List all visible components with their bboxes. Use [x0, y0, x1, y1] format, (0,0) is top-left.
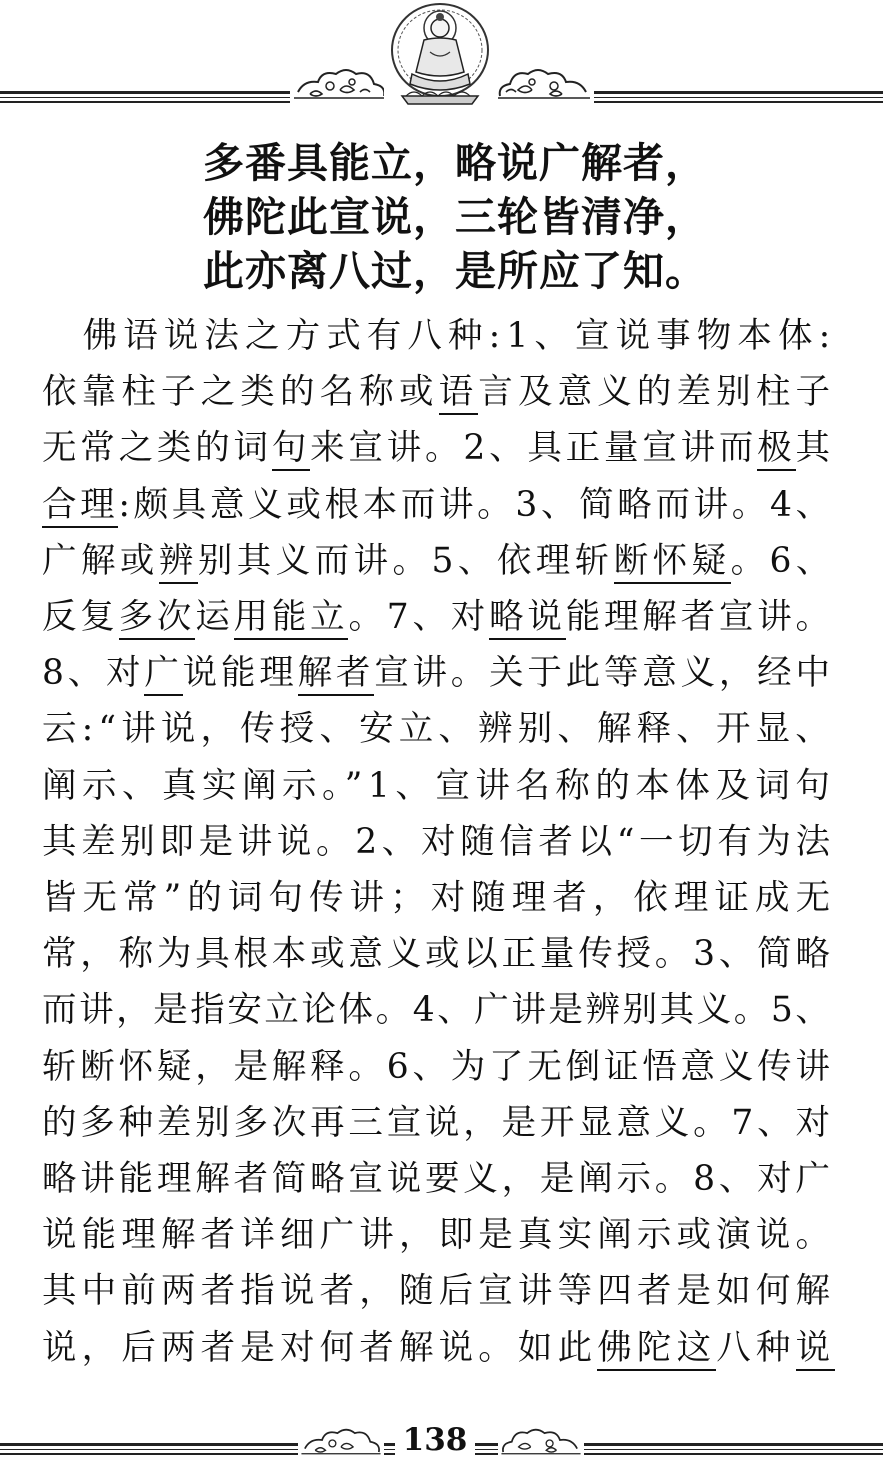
underlined-text: 说 [796, 1328, 836, 1371]
body-text-segment: 说能理 [182, 653, 298, 694]
underlined-text: 略说 [489, 597, 566, 640]
body-text-segment: 云:“讲说，传授、安立、辨别、解释、开显、 [42, 709, 835, 750]
body-line [42, 589, 834, 645]
body-line [42, 1320, 835, 1376]
body-text-segment: 言及意义的差别柱子 [478, 372, 836, 413]
body-text-segment: 阐示、真实阐示。”1、宣讲名称的本体及词句 [42, 765, 836, 806]
verse-line: 此亦离八过，是所应了知。 [203, 247, 707, 295]
right-cloud-ornament-icon [494, 60, 594, 104]
verse-line: 多番具能立，略说广解者， [203, 139, 707, 187]
body-text-segment: 。6、 [730, 540, 835, 581]
body-text-segment: 其 [795, 428, 834, 469]
body-text-segment: 而讲，是指安立论体。4、广讲是辨别其义。5、 [42, 990, 833, 1031]
page-number: 138 [402, 1422, 468, 1458]
body-text-segment: 。7、对 [348, 597, 490, 637]
underlined-text: 合理 [42, 485, 118, 528]
body-text-segment: 略讲能理解者简略宣说要义，是阐示。8、对广 [42, 1159, 834, 1199]
body-text-segment: 来宣讲。2、具正量宣讲而 [310, 428, 758, 469]
body-text-segment: 的多种差别多次再三宣说，是开显意义。7、对 [42, 1102, 834, 1143]
body-line [42, 1263, 835, 1319]
body-text-segment: 佛语说法之方式有八种:1、宣说事物本体: [42, 316, 837, 356]
underlined-text: 语 [439, 372, 479, 415]
body-text-segment: 广解或 [42, 540, 159, 581]
body-line [42, 477, 834, 533]
body-text-segment: 反复 [42, 597, 119, 637]
body-line [42, 1039, 834, 1095]
underlined-text: 句 [272, 428, 310, 471]
body-text-segment: 其差别即是讲说。2、对随信者以“一切有为法 [42, 821, 835, 862]
buddha-figure-icon [384, 2, 496, 108]
body-text-segment: 其中前两者指说者，随后宣讲等四者是如何解 [42, 1271, 836, 1312]
body-text-segment: 八种 [716, 1327, 796, 1368]
body-text-segment: 8、对 [42, 653, 145, 694]
left-cloud-ornament-icon [290, 60, 390, 104]
body-line [42, 814, 835, 870]
body-text-segment: 说能理解者详细广讲，即是真实阐示或演说。 [42, 1215, 836, 1256]
body-line [42, 645, 834, 701]
body-line [42, 1151, 834, 1207]
body-text-segment: 宣讲。关于此等意义，经中 [374, 653, 834, 694]
underlined-text: 极 [757, 428, 795, 471]
body-line [42, 533, 835, 589]
body-line [42, 758, 835, 814]
body-line [42, 1095, 834, 1151]
body-line [42, 926, 834, 982]
underlined-text: 用能立 [234, 597, 349, 640]
body-line [42, 982, 832, 1038]
body-text-segment: 皆无常”的词句传讲；对随理者，依理证成无 [42, 878, 837, 918]
underlined-text: 广 [144, 653, 182, 696]
left-cloud-ornament-icon [298, 1420, 384, 1460]
body-text-segment: 常，称为具根本或意义或以正量传授。3、简略 [42, 934, 834, 975]
body-text-segment: 能理解者宣讲。 [565, 597, 834, 637]
right-cloud-ornament-icon [498, 1420, 584, 1460]
underlined-text: 佛陀这 [597, 1328, 716, 1371]
body-text-segment: :颇具意义或根本而讲。3、简略而讲。4、 [118, 484, 834, 525]
body-line [42, 364, 835, 420]
body-text-segment: 无常之类的词 [42, 428, 272, 469]
page-number-box [395, 1420, 475, 1464]
underlined-text: 多次 [119, 597, 196, 640]
body-text-segment: 别其义而讲。5、依理斩 [197, 540, 614, 581]
underlined-text: 辨 [159, 541, 198, 584]
body-text-segment: 运 [195, 597, 234, 637]
body-line [42, 1207, 835, 1263]
body-line [42, 308, 836, 364]
body-line [42, 701, 835, 757]
body-text-segment: 依靠柱子之类的名称或 [42, 372, 439, 413]
body-text-segment: 斩断怀疑，是解释。6、为了无倒证悟意义传讲 [42, 1046, 834, 1087]
body-line [42, 870, 836, 926]
underlined-text: 断怀疑 [614, 541, 731, 584]
body-text-segment: 说，后两者是对何者解说。如此 [42, 1327, 598, 1368]
body-line [42, 420, 834, 476]
verse-line: 佛陀此宣说，三轮皆清净， [203, 193, 707, 241]
underlined-text: 解者 [298, 653, 375, 696]
